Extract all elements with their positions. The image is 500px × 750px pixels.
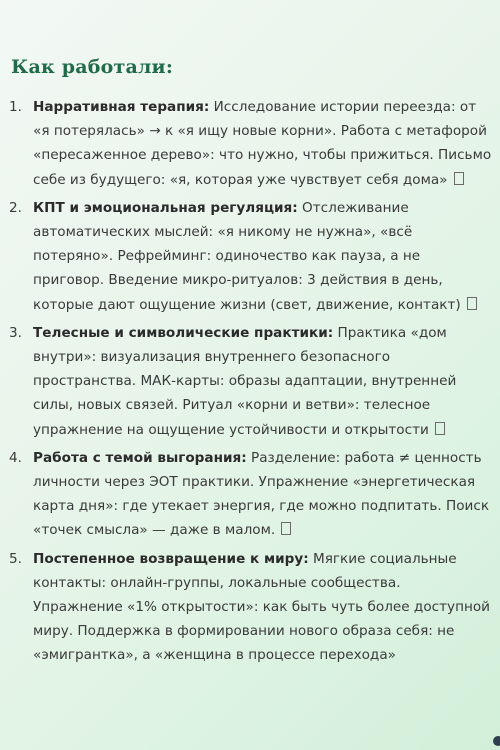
item-title: Нарративная терапия: bbox=[33, 99, 210, 115]
item-title: КПТ и эмоциональная регуляция: bbox=[33, 199, 298, 216]
section-heading: Как работали: bbox=[11, 56, 174, 78]
corner-dot-icon bbox=[493, 736, 500, 746]
list-item bbox=[0, 321, 500, 442]
item-number: 1. bbox=[9, 99, 22, 115]
item-title: Телесные и символические практики: bbox=[33, 324, 334, 341]
item-title: Работа с темой выгорания: bbox=[33, 449, 247, 466]
missing-glyph-icon bbox=[467, 297, 477, 310]
item-text: Разделение: работа ≠ ценность личности через ЭОТ практики. Упражнение «энергетическая карта дня»: где утекает энергия, где можно подпитать. Поиск «точек смысла» — даже в малом. bbox=[33, 449, 490, 539]
missing-glyph-icon bbox=[281, 522, 291, 535]
item-number: 2. bbox=[9, 199, 22, 216]
item-text: Отслеживание автоматических мыслей: «я никому не нужна», «всё потеряно». Рефрейминг: одиночество как пауза, а не приговор. Введение микро-ритуалов: 3 действия в день, которые дают ощущение жизни (свет, движение, контакт) bbox=[33, 199, 466, 313]
item-number: 4. bbox=[9, 449, 22, 466]
item-number: 3. bbox=[9, 324, 22, 341]
list-item bbox=[0, 196, 500, 317]
item-text: Мягкие социальные контакты: онлайн-группы, локальные сообщества. Упражнение «1% открытости»: как быть чуть более доступной миру. Поддержка в формировании нового образа себя: не «эмигрантка», а «женщина в процессе перехода» bbox=[33, 550, 491, 664]
missing-glyph-icon bbox=[435, 422, 445, 435]
item-text: Практика «дом внутри»: визуализация внутреннего безопасного пространства. МАК-карты: образы адаптации, внутренней силы, новых связей. Ритуал «корни и ветви»: телесное упражнение на ощущение устойчивости и открытости bbox=[33, 324, 457, 438]
list-item bbox=[0, 446, 500, 543]
item-text: Исследование истории переезда: от «я потерялась» → к «я ищу новые корни». Работа с метафорой «пересаженное дерево»: что нужно, чтобы прижиться. Письмо себе из будущего: «я, которая уже чувствует себя дома» bbox=[33, 99, 492, 188]
item-title: Постепенное возвращение к миру: bbox=[33, 550, 309, 567]
methods-list bbox=[0, 95, 500, 672]
list-item bbox=[0, 95, 500, 192]
item-number: 5. bbox=[9, 550, 22, 567]
missing-glyph-icon bbox=[454, 172, 464, 185]
list-item bbox=[0, 547, 500, 668]
